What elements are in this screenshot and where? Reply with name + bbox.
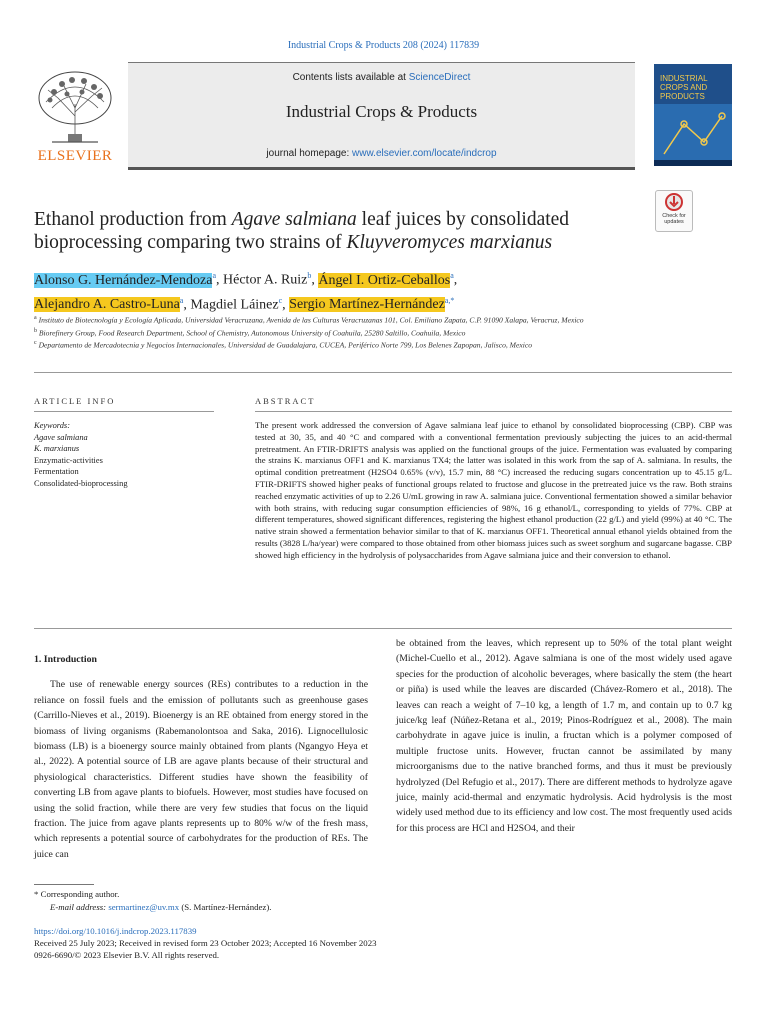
title-part-2: leaf juices by consolidated bioprocessing comparing two strains of	[34, 209, 570, 253]
keywords-block	[34, 420, 214, 489]
body-paragraph: be obtained from the leaves, which represent up to 50% of the total plant weight (Michel-Cuello et al., 2012). Agave salmiana is one of the most widely used agave species for the production of alcoholic beverages, where basically the stem (the heart or piña) is used while the leaves are discarded (Chávez-Romero et al., 2018). The leaves can reach a weight of 7–10 kg, a length of 1.7 m, and contain up to 0.7 kg juice/kg leaf (Núñez-Retana et al., 2019; Pinos-Rodríguez et al., 2008). The main carbohydrate in agave juice is inulin, a fructan which is a polymer composed of multiple fructose units. However, fructan cannot be assimilated by many microorganisms due to the native branched forms, and thus it must be previously hydrolyzed (Del Refugio et al., 2017). There are different methods to hydrolyze agave juice, mainly acid-thermal and enzymatic hydrolysis. Acid hydrolysis is the most widely used method due to its efficiency and low cost. The most frequently used acids for this process are HCl and H2SO4, and their	[396, 638, 732, 834]
author-affiliation-marker[interactable]: a	[179, 295, 184, 305]
keyword-item: Enzymatic-activities	[34, 455, 103, 465]
author-name[interactable]: Ángel I. Ortiz-Ceballos	[318, 272, 451, 288]
keyword-item: Consolidated-bioprocessing	[34, 478, 128, 488]
doi-link[interactable]: https://doi.org/10.1016/j.indcrop.2023.117839	[34, 926, 197, 936]
keyword-item: K. marxianus	[34, 444, 80, 453]
contents-prefix: Contents lists available at	[292, 72, 409, 83]
author-name[interactable]: Sergio Martínez-Hernández	[289, 297, 445, 313]
journal-citation-link[interactable]: Industrial Crops & Products 208 (2024) 117839	[287, 40, 480, 51]
keyword-item: Fermentation	[34, 467, 79, 476]
check-updates-label: Check for updates	[662, 213, 686, 225]
elsevier-wordmark: ELSEVIER	[37, 148, 113, 164]
affiliation-key: b	[34, 327, 37, 334]
author-name[interactable]: Alonso G. Hernández-Mendoza	[34, 272, 213, 288]
check-for-updates-button[interactable]	[655, 190, 693, 232]
contents-line	[128, 72, 635, 83]
author-affiliation-marker[interactable]: c	[278, 295, 283, 305]
author-affiliation-marker[interactable]: a	[212, 271, 217, 280]
footnote-divider	[34, 884, 94, 885]
author-separator: ,	[183, 297, 191, 313]
keyword-item: Agave salmiana	[34, 432, 88, 442]
cover-title: INDUSTRIAL CROPS AND PRODUCTS	[660, 74, 708, 101]
author-separator: ,	[311, 272, 319, 288]
sciencedirect-link[interactable]: ScienceDirect	[408, 72, 471, 83]
corresponding-author-note: * Corresponding author.	[34, 889, 120, 899]
author-affiliation-marker[interactable]: a,*	[444, 295, 455, 305]
keywords-label: Keywords:	[34, 421, 70, 430]
body-left-column	[34, 652, 368, 862]
divider	[34, 411, 214, 412]
affiliation-text: Biorefinery Group, Food Research Department, School of Chemistry, Autonomous University of Coahuila, 25280 Saltillo, Coahuila, Mexico	[38, 328, 466, 338]
email-line	[34, 901, 534, 914]
author-name[interactable]: Héctor A. Ruiz	[223, 272, 308, 288]
journal-homepage-link[interactable]: www.elsevier.com/locate/indcrop	[352, 148, 497, 159]
copyright-notice: 0926-6690/© 2023 Elsevier B.V. All rights reserved.	[34, 950, 220, 960]
author-separator: ,	[216, 272, 224, 288]
abstract-heading: ABSTRACT	[255, 396, 316, 406]
affiliation-item	[34, 313, 714, 326]
author-affiliation-marker[interactable]: a	[450, 271, 454, 280]
journal-name: Industrial Crops & Products	[285, 102, 478, 121]
affiliation-key: a	[34, 315, 37, 321]
author-name[interactable]: Alejandro A. Castro-Luna	[34, 297, 180, 313]
divider	[34, 628, 732, 629]
divider	[34, 372, 732, 373]
affiliation-key: c	[34, 340, 37, 347]
title-italic-1: Agave salmiana	[231, 209, 357, 230]
homepage-prefix: journal homepage:	[266, 148, 353, 159]
affiliation-text: Departamento de Mercadotecnia y Negocios Internacionales, Universidad de Guadalajara, CUCEA, Periférico Norte 799, Los Belenes Zapopan, Jalisco, Mexico	[38, 340, 533, 350]
article-info-heading: ARTICLE INFO	[34, 396, 116, 406]
affiliations	[34, 313, 714, 351]
received-dates: Received 25 July 2023; Received in revised form 23 October 2023; Accepted 16 November 2023	[34, 938, 377, 948]
author-separator: ,	[453, 272, 458, 288]
divider	[255, 411, 732, 412]
title-italic-2: Kluyveromyces marxianus	[346, 232, 553, 253]
email-owner: (S. Martínez-Hernández).	[179, 902, 272, 912]
section-heading-introduction: 1. Introduction	[34, 654, 97, 665]
abstract-body: The present work addressed the conversion of Agave salmiana leaf juice to ethanol by consolidated bioprocessing (CBP). CBP was tested at 30, 35, and 40 °C and compared with a conventional fermentation previously subjecting the juices to an acid-thermal pretreatment. An FTIR-DRIFTS analysis was applied on the functional groups of the juice. Fermentation was evaluated by comparing the strains K. marxianus OFF1 and K. marxianus TX4; the latter was isolated in this work from the sap of A. salmiana. In results, the optimal condition pretreatment (H2SO4 0.65% (v/v), 15.7 min, 88 °C) increased the reducing sugars concentration up to 45.15 g/L. FTIR-DRIFTS showed higher peaks of functional groups related to fructose and glucose in the pretreated juice vs the raw. Both strains reached enzymatic activities of up to 2.26 U/mL growing in raw A. salmiana juice. Conventional fermentation showed a similar behavior with both strains, with reducing sugar consumption efficiencies of 98%, 16 g ethanol/L, corresponding to yields of 77%. CBP at different temperatures, showed significant differences, registering the highest ethanol production (22 g/L) and yield (99%) at 40 °C. The native strain showed a fermentation behavior similar to that of K. marxianus OFF1. Theoretical annual ethanol yields obtained from the results (3828 L/ha/year) were compared to those obtained from other biomass juices such as sweet sorghum and sugarcane bagasse. CBP showed high efficiency in the hydrolysis of polysaccharides from Agave salmiana juice and their conversion to ethanol.	[255, 420, 732, 560]
footnotes	[34, 888, 534, 914]
affiliation-item	[34, 326, 714, 339]
publication-info	[34, 925, 534, 961]
author-email-link[interactable]: sermartinez@uv.mx	[108, 902, 180, 912]
affiliation-text: Instituto de Biotecnología y Ecología Aplicada, Universidad Veracruzana, Avenida de las Culturas Veracruzanas 101, Col. Emiliano Zapata, C.P. 91090 Xalapa, Veracruz, Mexico	[38, 315, 584, 325]
author-separator: ,	[282, 297, 290, 313]
homepage-line	[128, 148, 635, 159]
author-list	[34, 266, 654, 315]
email-label: E-mail address:	[50, 902, 109, 912]
check-updates-icon	[656, 191, 692, 213]
title-part-1: Ethanol production from	[34, 209, 232, 230]
paper-title	[34, 208, 634, 254]
author-name[interactable]: Magdiel Láinez	[190, 297, 279, 313]
body-paragraph: The use of renewable energy sources (REs) contributes to a reduction in the reliance on fossil fuels and the emission of pollutants such as greenhouse gases (Carrillo-Nieves et al., 2019). Bioenergy is an RE obtained from energy stored in the biomass of living organisms (Rabemanolontsoa and Saka, 2016). Lignocellulosic biomass (LB) is a bioenergy source mainly obtained from plants (Ngangyo Heya et al., 2022). A potential source of LB are agave plants because of their structural and physiological characteristics. Different studies have shown the feasibility of converting LB from agave plants to biofuels. However, most studies have focused on using the solid fraction, while there are very few studies that focus on the liquid fraction. The juice from agave plants represents up to 80% w/w of the fresh mass, which represents a potential source of carbohydrates for the production of REs. The juice can	[34, 679, 368, 860]
affiliation-item	[34, 338, 714, 351]
tree-icon	[32, 68, 118, 146]
body-right-column	[396, 636, 732, 836]
author-affiliation-marker[interactable]: b	[307, 271, 312, 280]
